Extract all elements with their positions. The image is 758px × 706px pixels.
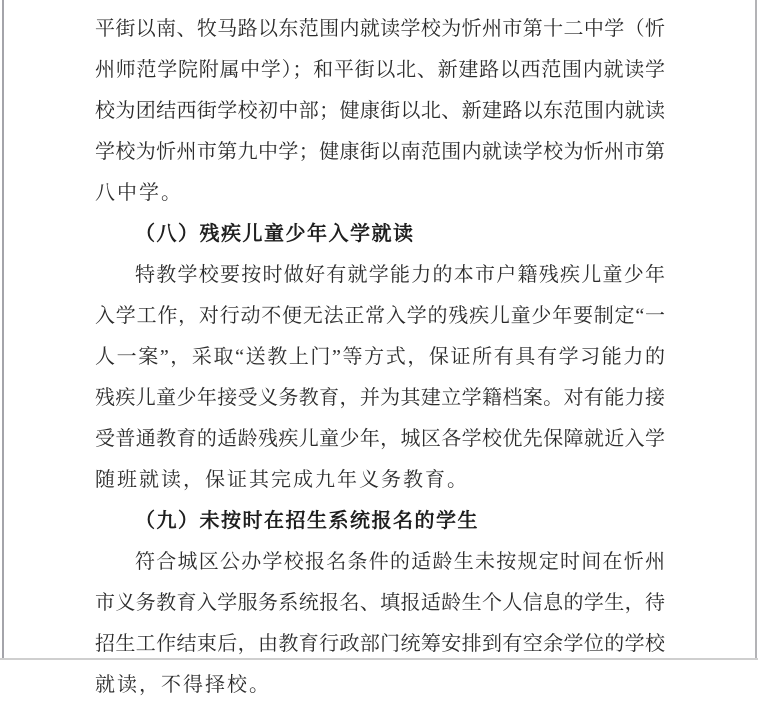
text-line: 受普通教育的适龄残疾儿童少年，城区各学校优先保障就近入学: [95, 428, 665, 450]
text-line: 特教学校要按时做好有就学能力的本市户籍残疾儿童少年: [135, 264, 665, 286]
page-left-edge: [2, 0, 4, 660]
text-line: 平街以南、牧马路以东范围内就读学校为忻州市第十二中学（忻: [95, 18, 665, 40]
paragraph-school-districts: [95, 9, 665, 214]
text-line: 市义务教育入学服务系统报名、填报适龄生个人信息的学生，待: [95, 592, 665, 614]
text-line: 学校为忻州市第九中学；健康街以南范围内就读学校为忻州市第: [95, 141, 665, 163]
text-line: 人一案”，采取“送教上门”等方式，保证所有具有学习能力的: [95, 346, 665, 368]
text-line: 符合城区公办学校报名条件的适龄生未按规定时间在忻州: [135, 551, 665, 573]
text-line: 残疾儿童少年接受义务教育，并为其建立学籍档案。对有能力接: [95, 387, 665, 409]
text-line: 八中学。: [95, 182, 183, 204]
text-line: 随班就读，保证其完成九年义务教育。: [95, 469, 469, 491]
paragraph-disabled-children: [95, 255, 665, 501]
document-page-content: [95, 9, 665, 706]
page-right-edge: [755, 0, 757, 660]
section-heading-disabled-children: （八）残疾儿童少年入学就读: [135, 223, 415, 245]
text-line: 就读，不得择校。: [95, 674, 271, 696]
text-line: 招生工作结束后，由教育行政部门统筹安排到有空余学位的学校: [95, 633, 665, 655]
text-line: 州师范学院附属中学）；和平街以北、新建路以西范围内就读学: [95, 59, 665, 81]
text-line: 校为团结西街学校初中部；健康街以北、新建路以东范围内就读: [95, 100, 665, 122]
section-heading-late-registration: （九）未按时在招生系统报名的学生: [135, 510, 479, 532]
paragraph-late-registration: [95, 542, 665, 706]
text-line: 入学工作，对行动不便无法正常入学的残疾儿童少年要制定“一: [95, 305, 665, 327]
